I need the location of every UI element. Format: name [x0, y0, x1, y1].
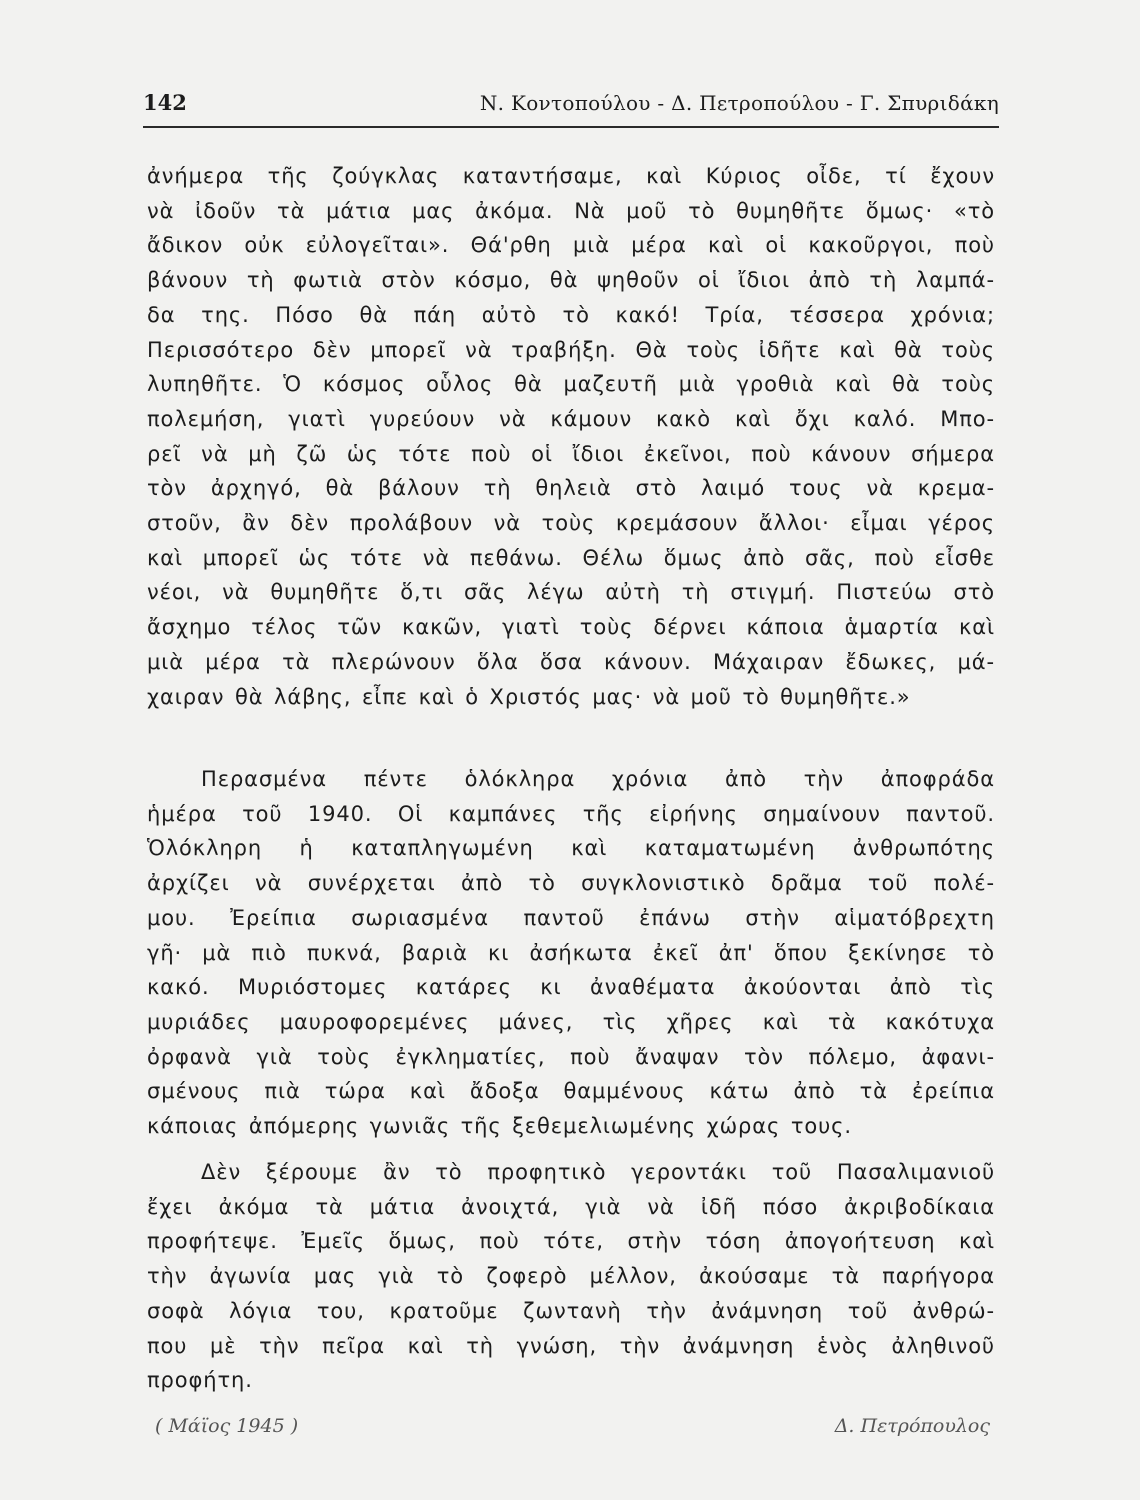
- text-line: προφήτεψε. Ἐμεῖς ὅμως, ποὺ τότε, στὴν τόση ἀπογοήτευση καὶ: [147, 1229, 995, 1254]
- text-line: μιὰ μέρα τὰ πλερώνουν ὅλα ὅσα κάνουν. Μάχαιραν ἔδωκες, μά-: [147, 649, 995, 674]
- text-line: γῆ· μὰ πιὸ πυκνά, βαριὰ κι ἀσήκωτα ἐκεῖ ἀπ' ὅπου ξεκίνησε τὸ: [147, 940, 995, 965]
- text-line: σοφὰ λόγια του, κρατοῦμε ζωντανὴ τὴν ἀνάμνηση τοῦ ἀνθρώ-: [147, 1298, 995, 1323]
- text-line: μυριάδες μαυροφορεμένες μάνες, τὶς χῆρες καὶ τὰ κακότυχα: [147, 1009, 995, 1034]
- text-line: κακό. Μυριόστομες κατάρες κι ἀναθέματα ἀκούονται ἀπὸ τὶς: [147, 975, 995, 1000]
- text-line: στοῦν, ἂν δὲν προλάβουν νὰ τοὺς κρεμάσουν ἄλλοι· εἶμαι γέρος: [147, 511, 995, 536]
- text-line: χαιραν θὰ λάβης, εἶπε καὶ ὁ Χριστός μας· νὰ μοῦ τὸ θυμηθῆτε.»: [147, 684, 911, 709]
- text-line: ἀρχίζει νὰ συνέρχεται ἀπὸ τὸ συγκλονιστικὸ δρᾶμα τοῦ πολέ-: [147, 871, 995, 896]
- paragraph-prophet: [147, 1155, 995, 1398]
- text-line: νέοι, νὰ θυμηθῆτε ὅ,τι σᾶς λέγω αὐτὴ τὴ στιγμή. Πιστεύω στὸ: [147, 580, 995, 605]
- text-line: ρεῖ νὰ μὴ ζῶ ὡς τότε ποὺ οἱ ἴδιοι ἐκεῖνοι, ποὺ κάνουν σήμερα: [147, 441, 995, 466]
- text-line: Ὁλόκληρη ἡ καταπληγωμένη καὶ καταματωμένη ἀνθρωπότης: [147, 836, 995, 861]
- text-line: ἡμέρα τοῦ 1940. Οἱ καμπάνες τῆς εἰρήνης σημαίνουν παντοῦ.: [147, 801, 995, 826]
- text-line: Περισσότερο δὲν μπορεῖ νὰ τραβήξη. Θὰ τοὺς ἰδῆτε καὶ θὰ τοὺς: [147, 337, 995, 362]
- text-line: προφήτη.: [147, 1368, 253, 1393]
- text-line: βάνουν τὴ φωτιὰ στὸν κόσμο, θὰ ψηθοῦν οἱ ἴδιοι ἀπὸ τὴ λαμπά-: [147, 268, 995, 293]
- text-line: ὀρφανὰ γιὰ τοὺς ἐγκληματίες, ποὺ ἄναψαν τὸν πόλεμο, ἀφανι-: [147, 1044, 995, 1069]
- text-line: κάποιας ἀπόμερης γωνιᾶς τῆς ξεθεμελιωμένης χώρας τους.: [147, 1114, 852, 1139]
- page-header: [143, 86, 999, 128]
- text-line: δα της. Πόσο θὰ πάη αὐτὸ τὸ κακό! Τρία, τέσσερα χρόνια;: [147, 302, 995, 327]
- text-line: καὶ μπορεῖ ὡς τότε νὰ πεθάνω. Θέλω ὅμως ἀπὸ σᾶς, ποὺ εἶσθε: [147, 545, 995, 570]
- text-line: που μὲ τὴν πεῖρα καὶ τὴ γνώση, τὴν ἀνάμνηση ἑνὸς ἀληθινοῦ: [147, 1333, 995, 1358]
- text-line: μου. Ἐρείπια σωριασμένα παντοῦ ἐπάνω στὴν αἱματόβρεχτη: [147, 905, 995, 930]
- footer-date: ( Μάϊος 1945 ): [155, 1415, 299, 1437]
- text-line: ἄσχημο τέλος τῶν κακῶν, γιατὶ τοὺς δέρνει κάποια ἁμαρτία καὶ: [147, 615, 995, 640]
- text-line: νὰ ἰδοῦν τὰ μάτια μας ἀκόμα. Νὰ μοῦ τὸ θυμηθῆτε ὅμως· «τὸ: [147, 198, 995, 223]
- text-line: σμένους πιὰ τώρα καὶ ἄδοξα θαμμένους κάτω ἀπὸ τὰ ἐρείπια: [147, 1079, 995, 1104]
- page-number: 142: [143, 90, 187, 115]
- text-line: ἄδικον οὐκ εὐλογεῖται». Θά'ρθη μιὰ μέρα καὶ οἱ κακοῦργοι, ποὺ: [147, 233, 995, 258]
- text-line: ἀνήμερα τῆς ζούγκλας καταντήσαμε, καὶ Κύριος οἶδε, τί ἔχουν: [147, 164, 995, 188]
- running-head-authors: Ν. Κοντοπούλου - Δ. Πετροπούλου - Γ. Σπυριδάκη: [479, 91, 999, 115]
- text-line: τὸν ἀρχηγό, θὰ βάλουν τὴ θηλειὰ στὸ λαιμό τους νὰ κρεμα-: [147, 476, 995, 501]
- text-line: λυπηθῆτε. Ὁ κόσμος οὗλος θὰ μαζευτῆ μιὰ γροθιὰ καὶ θὰ τοὺς: [147, 372, 995, 397]
- paragraph-five-years: [147, 762, 995, 1144]
- text-line: τὴν ἀγωνία μας γιὰ τὸ ζοφερὸ μέλλον, ἀκούσαμε τὰ παρήγορα: [147, 1264, 995, 1289]
- page-footer: [155, 1408, 990, 1444]
- text-line: ἔχει ἀκόμα τὰ μάτια ἀνοιχτά, γιὰ νὰ ἰδῆ πόσο ἀκριβοδίκαια: [147, 1194, 995, 1219]
- text-line: Δὲν ξέρουμε ἂν τὸ προφητικὸ γεροντάκι τοῦ Πασαλιμανιοῦ: [201, 1160, 995, 1184]
- paragraph-quote-ending: [147, 159, 995, 714]
- text-line: Περασμένα πέντε ὁλόκληρα χρόνια ἀπὸ τὴν ἀποφράδα: [201, 767, 995, 791]
- author-signature: Δ. Πετρόπουλος: [834, 1415, 990, 1437]
- text-line: πολεμήση, γιατὶ γυρεύουν νὰ κάμουν κακὸ καὶ ὄχι καλό. Μπο-: [147, 406, 995, 431]
